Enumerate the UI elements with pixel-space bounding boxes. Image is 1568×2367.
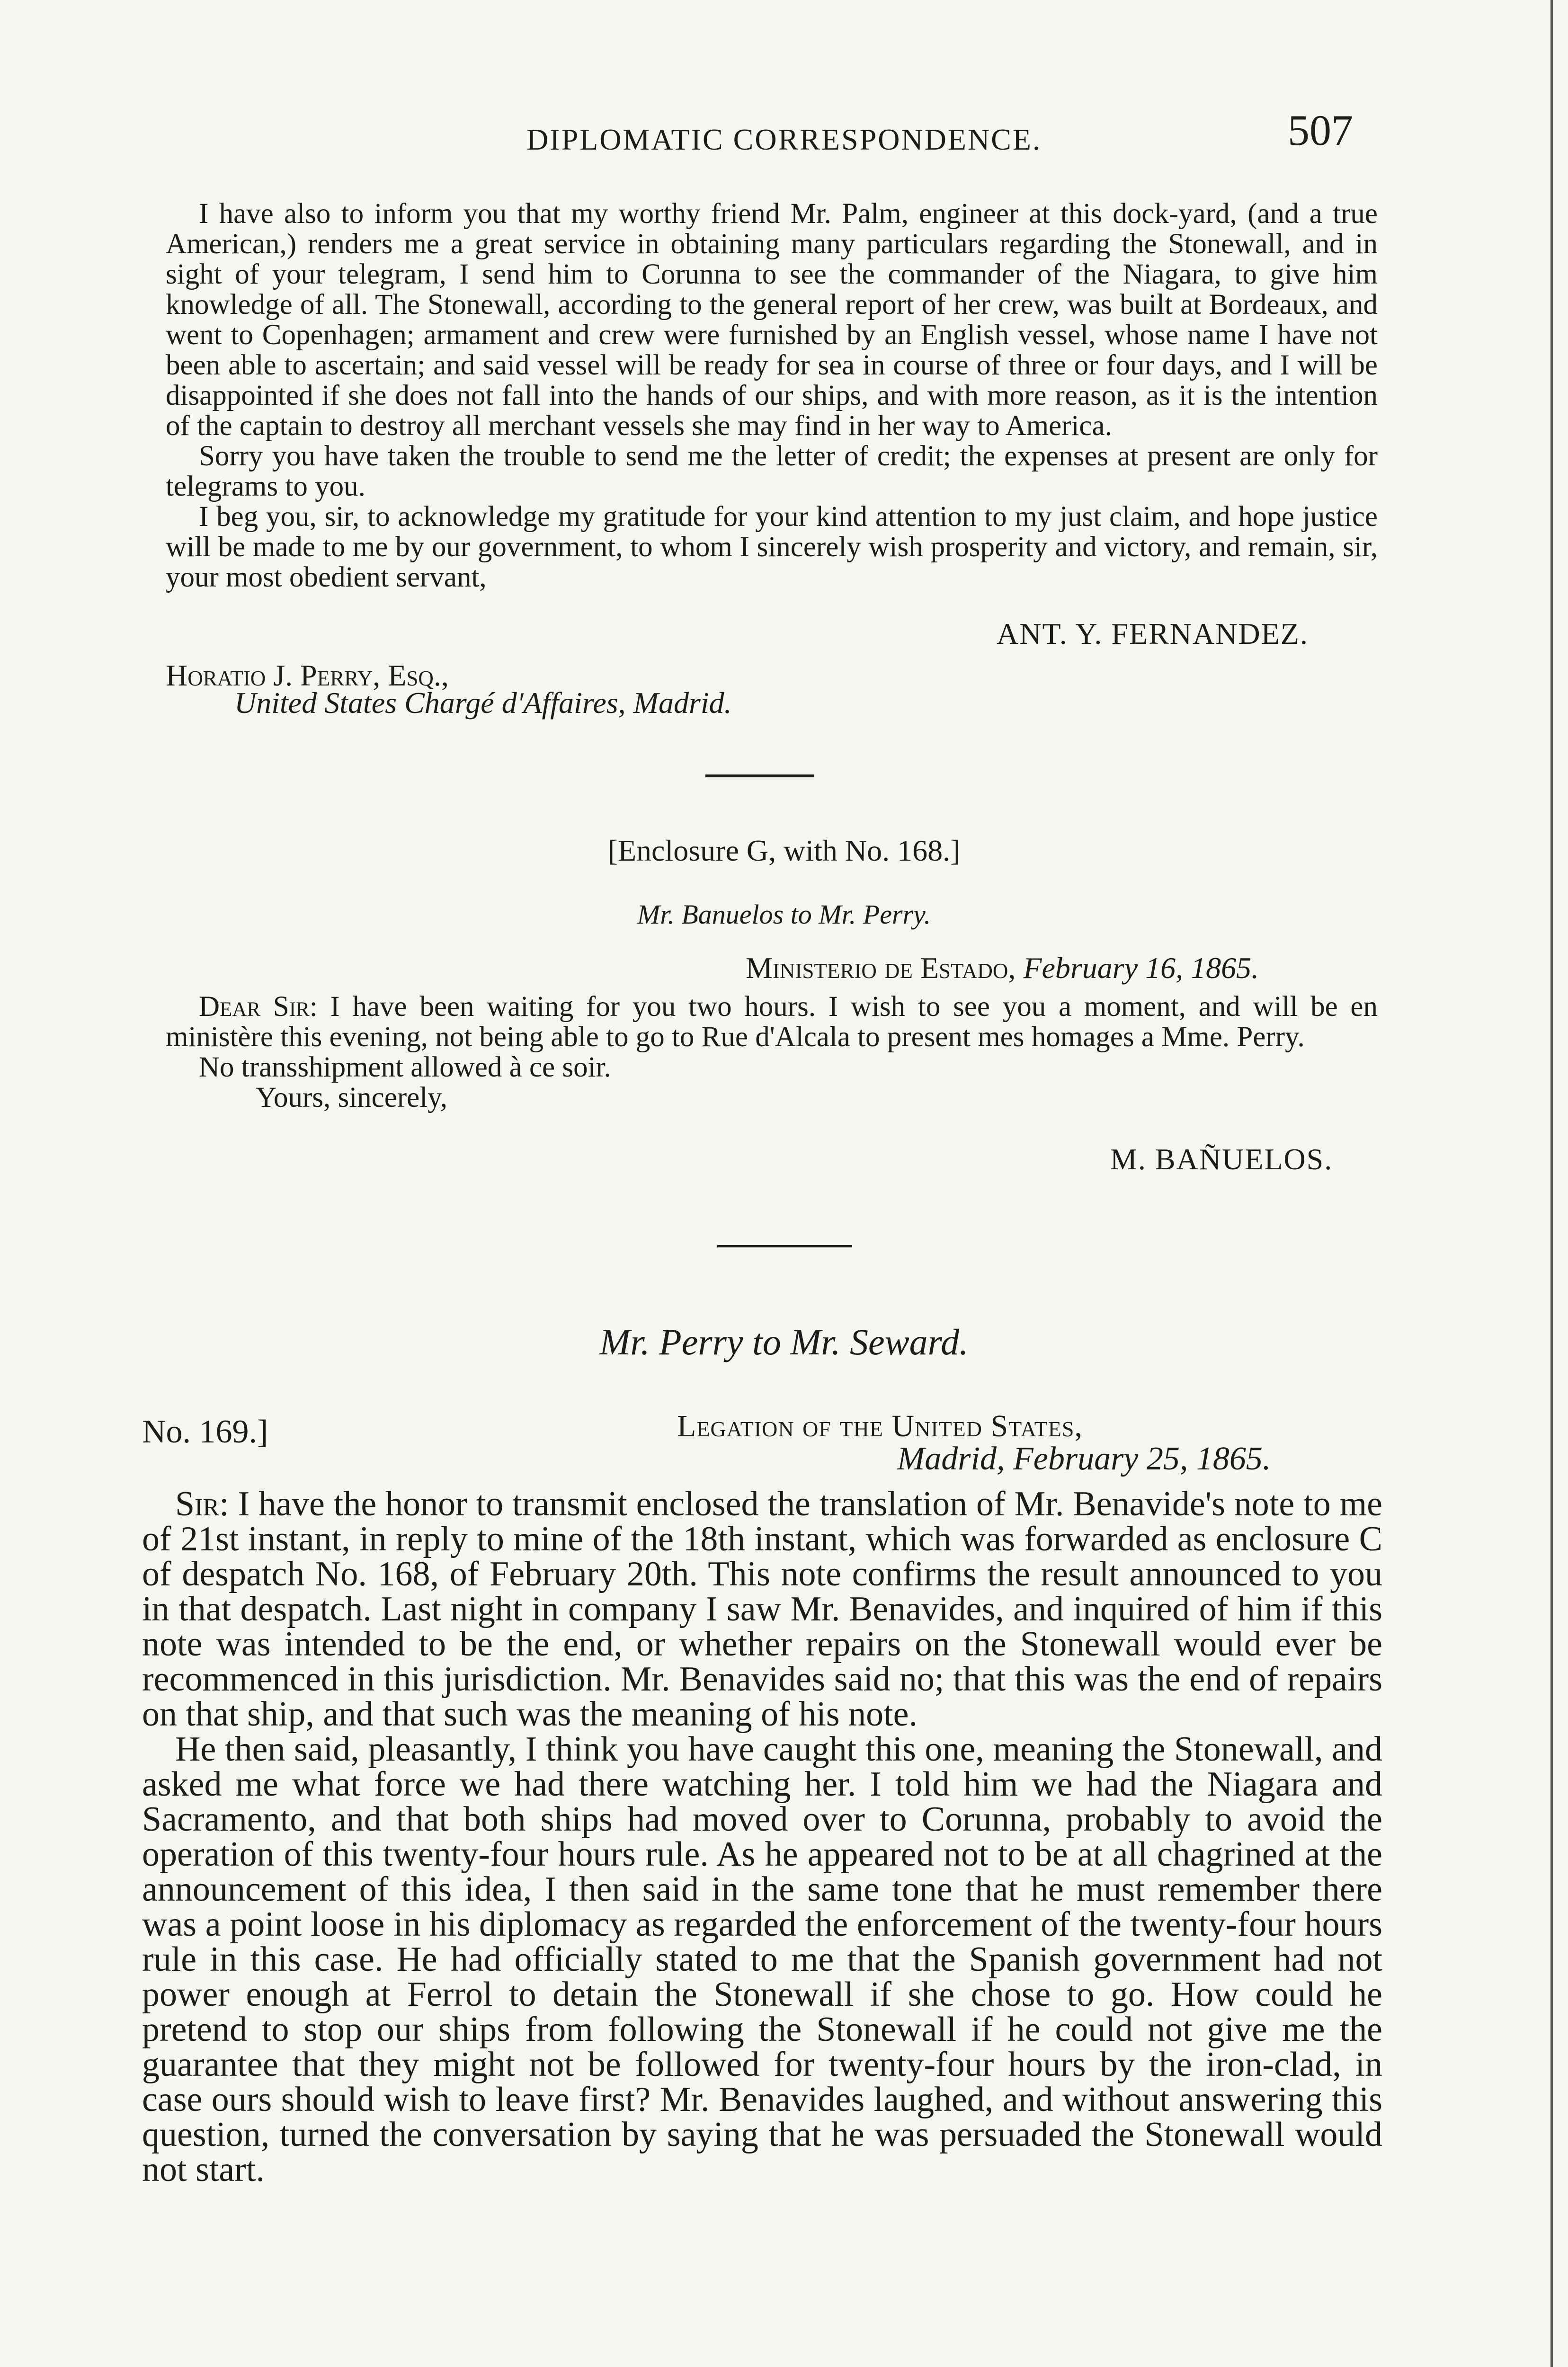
- paragraph: He then said, pleasantly, I think you have caught this one, meaning the Stonewall, and asked me what force we had there watching her. I told him we had the Niagara and Sacramento, and that both ships had moved over to Corunna, probably to avoid the operation of this twenty-four hours rule. As he appeared not to be at all chagrined at the announcement of this idea, I then said in the same tone that he must remember there was a point loose in his diplomacy as regarded the enforcement of the twenty-four hours rule in this case. He had officially stated to me that the Spanish government had not power enough at Ferrol to detain the Stonewall if she chose to go. How could he pretend to stop our ships from following the Stonewall if he could not give me the guarantee that they might not be followed for twenty-four hours by the iron-clad, in case ours should wish to leave first? Mr. Benavides laughed, and without answering this question, turned the conversation by saying that he was persuaded the Stonewall would not start.: [142, 1730, 1382, 2189]
- despatch-number: No. 169.]: [142, 1414, 268, 1450]
- enclosure-dateline: [746, 951, 1259, 986]
- paragraph: I have also to inform you that my worthy friend Mr. Palm, engineer at this dock-yard, (and a true American,) renders me a great service in obtaining many particulars regarding the Stonewall, and in sight of your telegram, I send him to Corunna to see the commander of the Niagara, to give him knowledge of all. The Stonewall, according to the general report of her crew, was built at Bordeaux, and went to Copenhagen; armament and crew were furnished by an English vessel, whose name I have not been able to ascertain; and said vessel will be ready for sea in course of three or four days, and I will be disappointed if she does not fall into the hands of our ships, and with more reason, as it is the intention of the captain to destroy all merchant vessels she may find in her way to America.: [166, 198, 1378, 442]
- paragraph: [166, 992, 1378, 1052]
- postscript: No transshipment allowed à ce soir.: [199, 1051, 611, 1083]
- enclosure-heading: [Enclosure G, with No. 168.]: [607, 834, 961, 867]
- section-divider: [717, 1245, 852, 1247]
- despatch-date: Madrid, February 25, 1865.: [897, 1441, 1271, 1477]
- enclosure-body: [166, 992, 1378, 1113]
- body-text: I have been waiting for you two hours. I wish to see you a moment, and will be en ministère this evening, not being able to go to Rue d'Alcala to present mes homages a Mme. Perry.: [166, 991, 1378, 1053]
- despatch-place: Legation of the United States,: [677, 1409, 1083, 1443]
- fernandez-letter: [166, 199, 1378, 593]
- salutation: Dear Sir:: [199, 991, 318, 1023]
- dateline-place: Ministerio de Estado,: [746, 951, 1016, 985]
- enclosure-subheading: Mr. Banuelos to Mr. Perry.: [637, 899, 931, 930]
- despatch-body: [142, 1486, 1382, 2187]
- addressee-name: Horatio J. Perry, Esq.,: [166, 658, 449, 692]
- paragraph: [142, 1486, 1382, 1732]
- signature-banuelos: M. BAÑUELOS.: [1110, 1142, 1333, 1176]
- body-text: I have the honor to transmit enclosed the translation of Mr. Benavide's note to me of 21st instant, in reply to mine of the 18th instant, which was forwarded as enclosure C of despatch No. 168, of February 20th. This note confirms the result announced to you in that despatch. Last night in company I saw Mr. Benavides, and inquired of him if this note was intended to be the end, or whether repairs on the Stonewall would ever be recommenced in this jurisdiction. Mr. Benavides said no; that this was the end of repairs on that ship, and that such was the meaning of his note.: [142, 1485, 1383, 1734]
- section-divider: [705, 774, 814, 777]
- dateline-date: February 16, 1865.: [1023, 951, 1259, 985]
- signature-fernandez: ANT. Y. FERNANDEZ.: [997, 617, 1309, 650]
- page-number: 507: [1288, 106, 1353, 154]
- paragraph: I beg you, sir, to acknowledge my gratitude for your kind attention to my just claim, and hope justice will be made to me by our government, to whom I sincerely wish prosperity and victory, and remain, sir, your most obedient servant,: [166, 501, 1378, 593]
- despatch-heading: Mr. Perry to Mr. Seward.: [599, 1321, 969, 1362]
- closing: Yours, sincerely,: [256, 1082, 447, 1113]
- running-header: DIPLOMATIC CORRESPONDENCE.: [526, 123, 1042, 156]
- addressee-title: United States Chargé d'Affaires, Madrid.: [234, 686, 732, 720]
- salutation: Sir:: [175, 1485, 229, 1523]
- paragraph: Sorry you have taken the trouble to send me the letter of credit; the expenses at present are only for telegrams to you.: [166, 440, 1378, 502]
